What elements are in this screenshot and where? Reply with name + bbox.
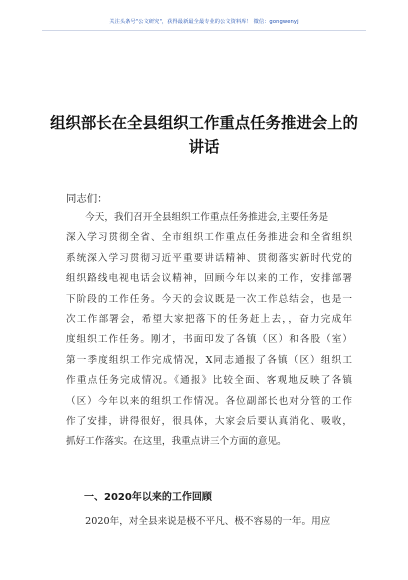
paragraph-line: 系统深入学习贯彻习近平重要讲话精神、贯彻落实新时代党的 bbox=[66, 252, 352, 264]
paragraph-line: 深入学习贯彻全省、全市组织工作重点任务推进会和全省组织 bbox=[66, 232, 352, 244]
document-title bbox=[40, 111, 368, 159]
body-paragraph bbox=[66, 208, 352, 453]
paragraph-line: 第一季度组织工作完成情况，X同志通报了各镇（区）组织工 bbox=[66, 354, 352, 366]
body-paragraph bbox=[66, 512, 352, 532]
document-title-line: 讲话 bbox=[188, 138, 220, 156]
paragraph-line: 次工作部署会，希望大家把落下的任务赶上去，，奋力完成年 bbox=[66, 314, 352, 326]
header-divider bbox=[42, 30, 366, 31]
header-note: 关注头条号"公文研究"，获得最新最全最专业的公文资料库！ 微信：gongwenyj bbox=[109, 19, 299, 25]
paragraph-line: 抓好工作落实。在这里，我重点讲三个方面的意见。 bbox=[66, 436, 287, 448]
section-heading: 一、2020年以来的工作回顾 bbox=[84, 492, 212, 503]
paragraph-line: 作重点任务完成情况。《通报》比较全面、客观地反映了各镇 bbox=[66, 375, 352, 387]
paragraph-line: 下阶段的工作任务。今天的会议既是一次工作总结会，也是一 bbox=[66, 293, 352, 305]
paragraph-line: 今天，我们召开全县组织工作重点任务推进会,主要任务是 bbox=[66, 212, 329, 223]
paragraph-line: 作了安排，讲得很好，很具体，大家会后要认真消化、吸收， bbox=[66, 416, 352, 428]
paragraph-line: 度组织工作任务。刚才，书面印发了各镇（区）和各股（室） bbox=[66, 334, 352, 346]
paragraph-line: 组织路线电视电话会议精神，回顾今年以来的工作，安排部署 bbox=[66, 273, 352, 285]
salutation: 同志们： bbox=[66, 193, 108, 205]
document-title-line: 组织部长在全县组织工作重点任务推进会上的 bbox=[50, 114, 358, 132]
paragraph-line: 2020年，对全县来说是极不平凡、极不容易的一年。用应 bbox=[66, 516, 331, 527]
paragraph-line: （区）今年以来的组织工作情况。各位副部长也对分管的工作 bbox=[66, 395, 352, 407]
